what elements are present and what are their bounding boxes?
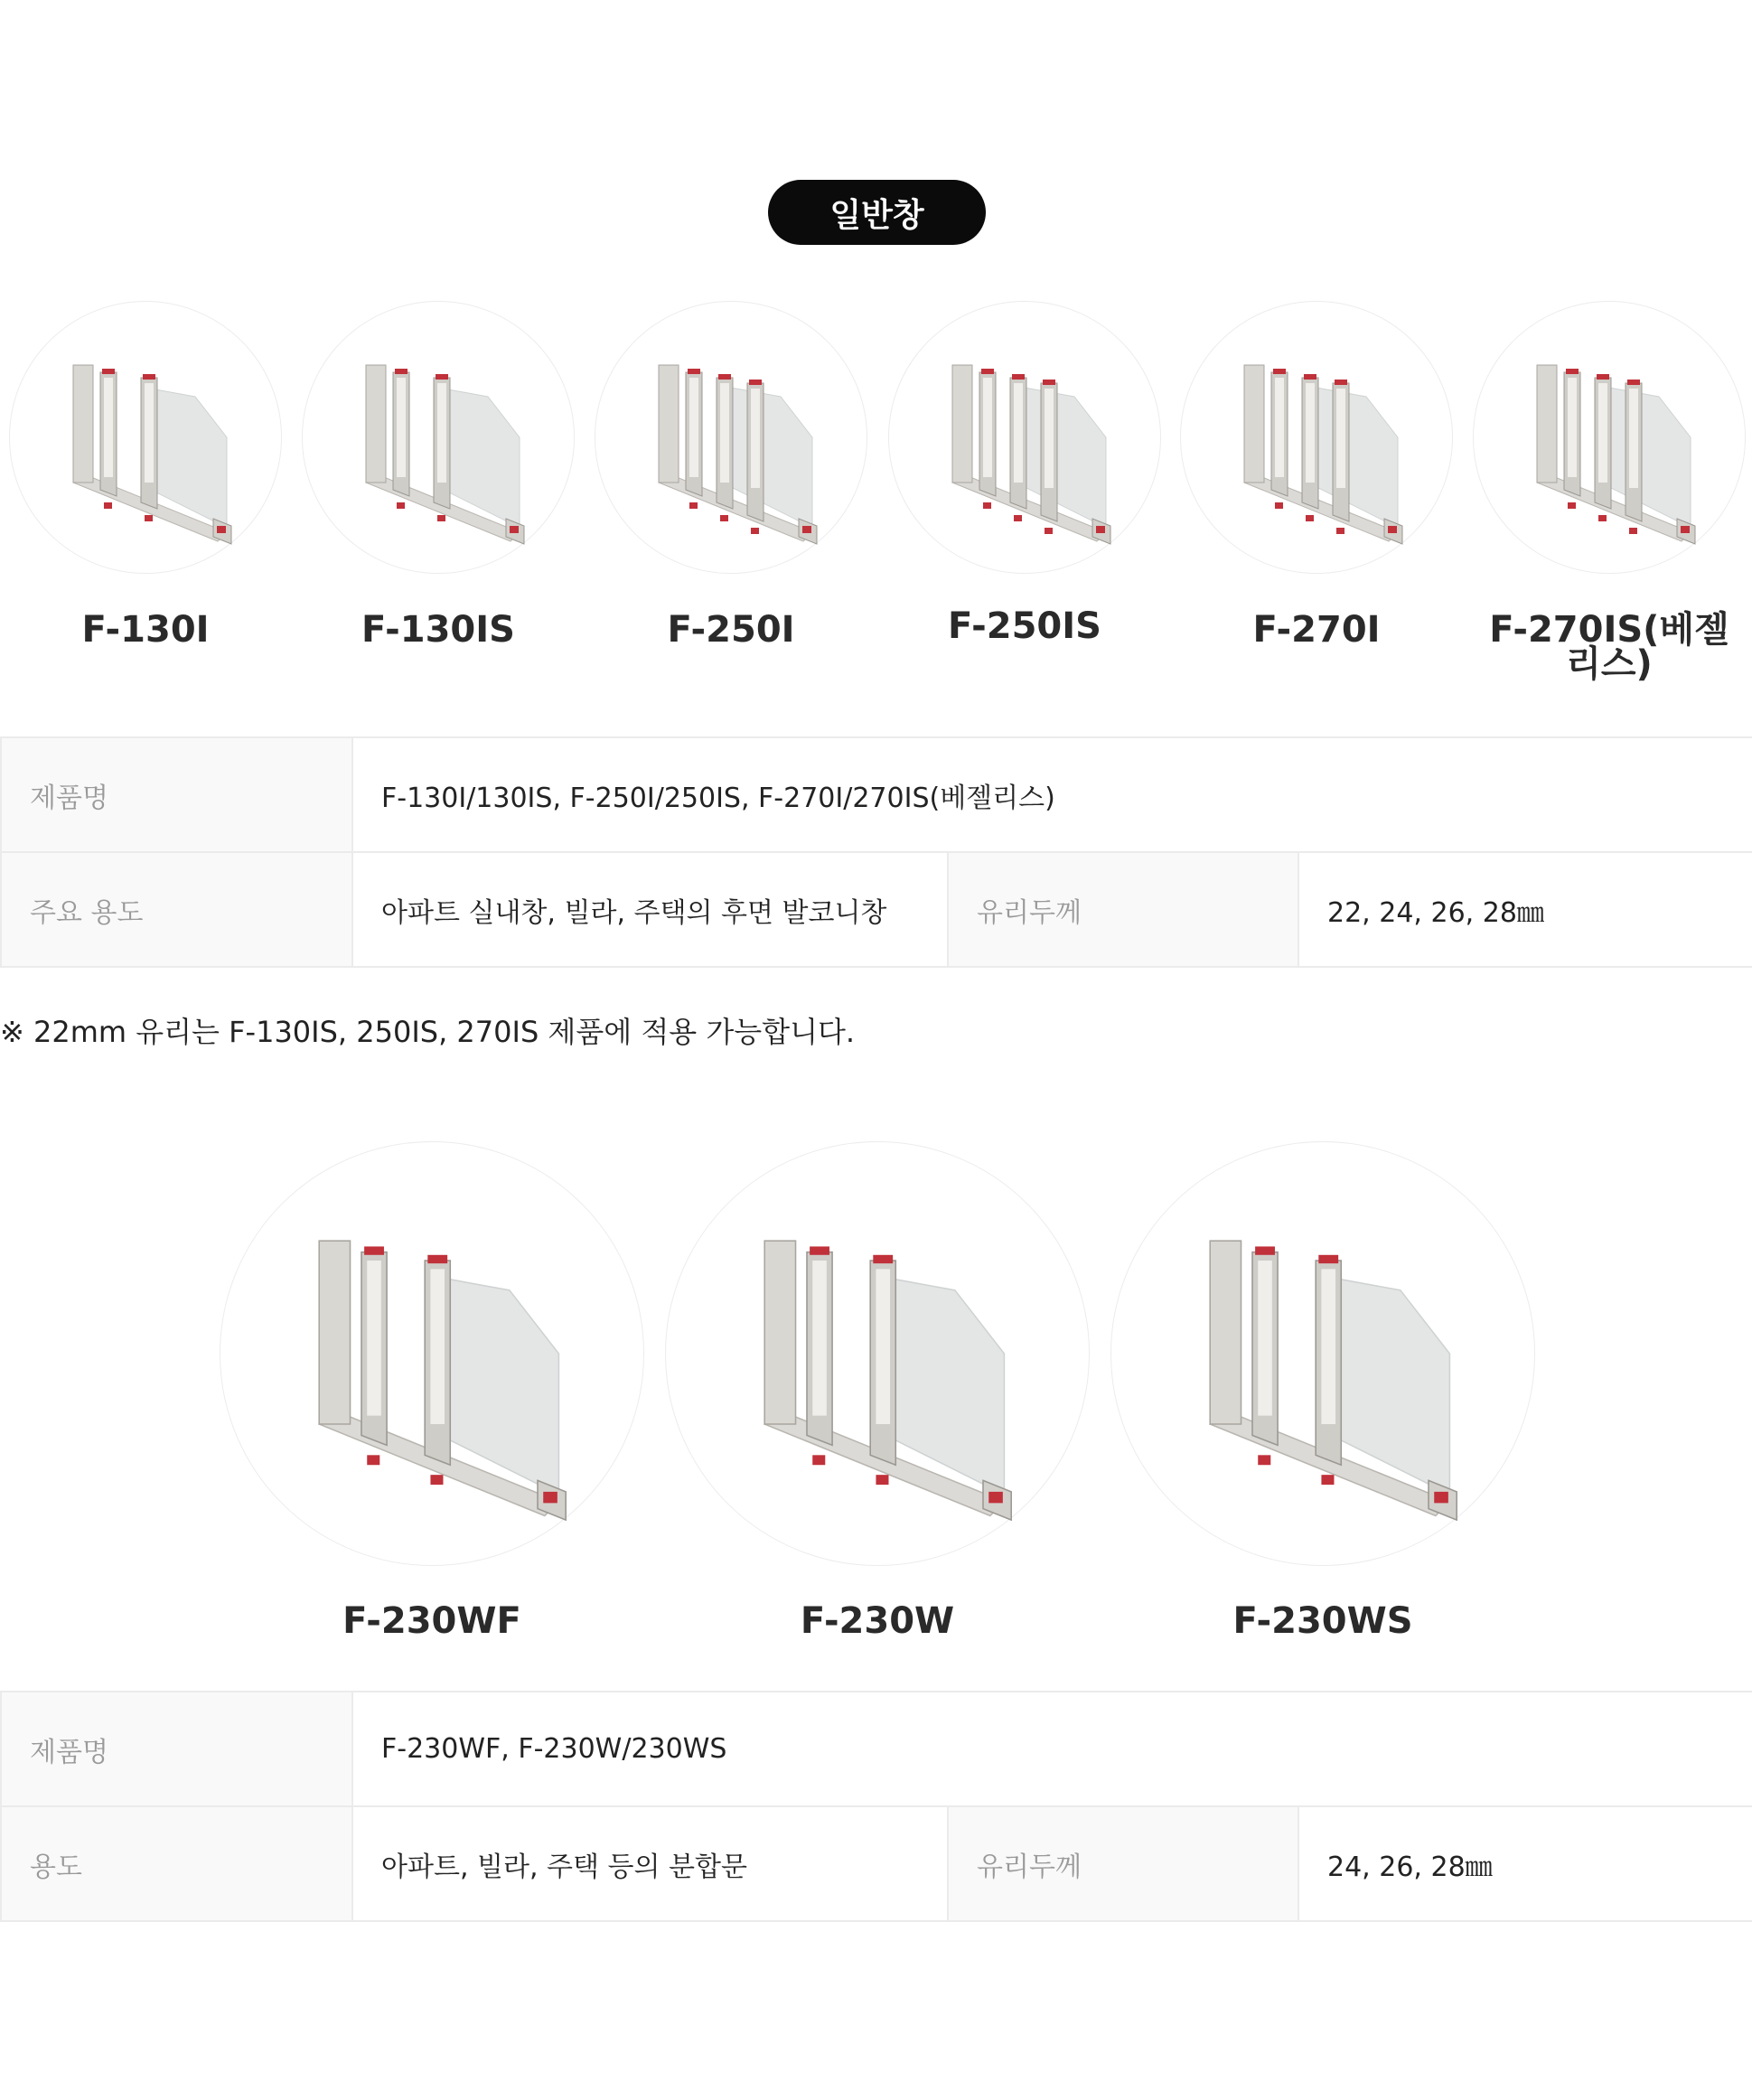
spec-value-glass: 22, 24, 26, 28㎜ <box>1298 852 1752 967</box>
product-name-f270is[interactable]: F-270IS(베젤리스) <box>1489 609 1729 685</box>
spec-label-usage: 용도 <box>1 1806 352 1921</box>
spec-value-product: F-130I/130IS, F-250I/250IS, F-270I/270IS(베젤리스) <box>352 737 1752 852</box>
product-name-f250is[interactable]: F-250IS <box>948 605 1101 647</box>
product-name-f270i[interactable]: F-270I <box>1252 609 1381 651</box>
spec-label-glass: 유리두께 <box>948 852 1298 967</box>
spec-row-product <box>1 737 1752 852</box>
product-name-f130is[interactable]: F-130IS <box>361 609 515 651</box>
window-frame-double-rail-icon <box>595 302 867 573</box>
product-image-f270i[interactable] <box>1180 301 1453 574</box>
spec-table-group1 <box>0 736 1752 968</box>
product-image-f230w[interactable] <box>665 1141 1090 1566</box>
window-frame-triple-rail-bezelless-icon <box>1474 302 1745 573</box>
product-name-f250i[interactable]: F-250I <box>667 609 795 651</box>
window-frame-double-rail-slim-icon <box>889 302 1160 573</box>
spec-label-product: 제품명 <box>1 1692 352 1806</box>
product-image-f230ws[interactable] <box>1110 1141 1535 1566</box>
window-frame-w-icon <box>666 1142 1089 1565</box>
product-image-f130is[interactable] <box>302 301 575 574</box>
spec-row-usage <box>1 1806 1752 1921</box>
product-name-f130i[interactable]: F-130I <box>81 609 210 651</box>
section-badge: 일반창 <box>768 180 986 245</box>
product-name-f230ws[interactable]: F-230WS <box>1232 1600 1413 1642</box>
window-frame-single-rail-slim-icon <box>303 302 574 573</box>
product-image-f250is[interactable] <box>888 301 1161 574</box>
product-name-f230wf[interactable]: F-230WF <box>342 1600 521 1642</box>
product-image-f270is[interactable] <box>1473 301 1746 574</box>
spec-value-product: F-230WF, F-230W/230WS <box>352 1692 1752 1806</box>
window-frame-triple-rail-icon <box>1181 302 1452 573</box>
spec-table-group2 <box>0 1691 1752 1922</box>
spec-row-product <box>1 1692 1752 1806</box>
window-frame-wf-icon <box>220 1142 643 1565</box>
spec-label-product: 제품명 <box>1 737 352 852</box>
window-frame-single-rail-icon <box>10 302 281 573</box>
product-image-f230wf[interactable] <box>220 1141 644 1566</box>
product-image-f250i[interactable] <box>595 301 867 574</box>
window-frame-ws-icon <box>1111 1142 1534 1565</box>
product-image-f130i[interactable] <box>9 301 282 574</box>
spec-value-usage: 아파트, 빌라, 주택 등의 분합문 <box>352 1806 948 1921</box>
glass-note: ※ 22mm 유리는 F-130IS, 250IS, 270IS 제품에 적용 가능합니다. <box>0 1015 856 1049</box>
spec-value-glass: 24, 26, 28㎜ <box>1298 1806 1752 1921</box>
product-name-f230w[interactable]: F-230W <box>800 1600 955 1642</box>
spec-value-usage: 아파트 실내창, 빌라, 주택의 후면 발코니창 <box>352 852 948 967</box>
spec-label-glass: 유리두께 <box>948 1806 1298 1921</box>
spec-row-usage <box>1 852 1752 967</box>
spec-label-usage: 주요 용도 <box>1 852 352 967</box>
